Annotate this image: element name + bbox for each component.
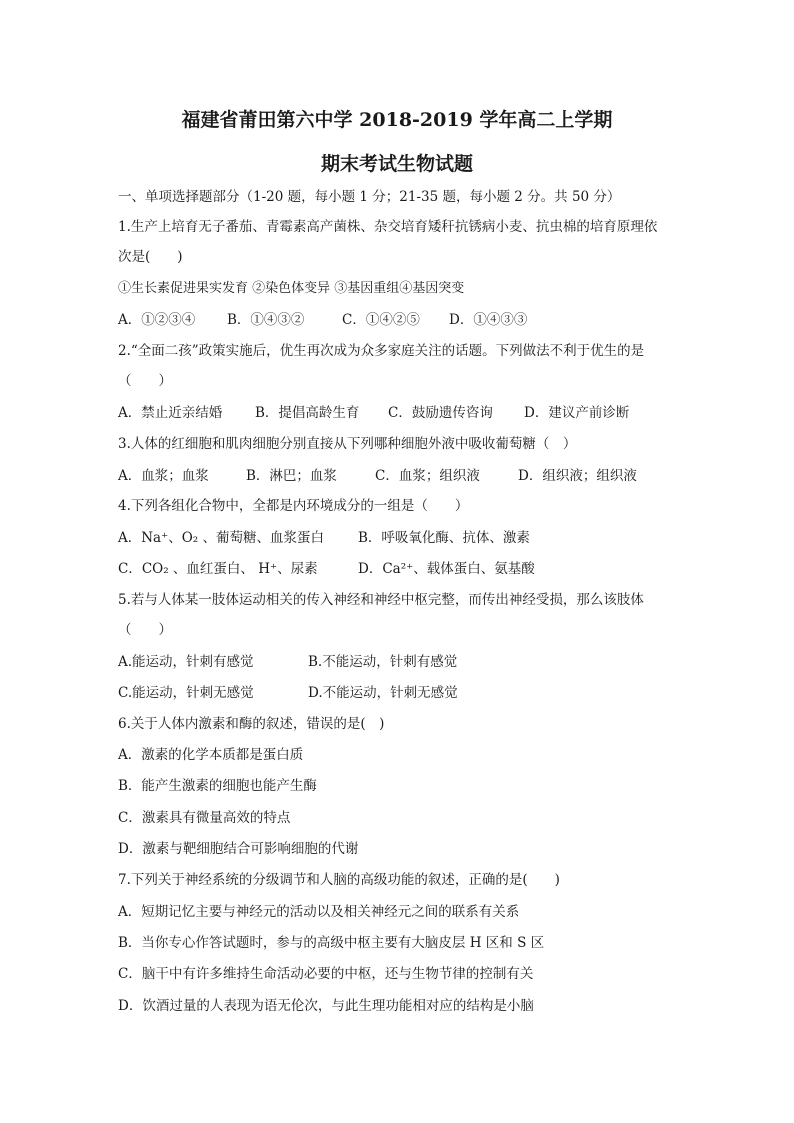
- q1-facts: ①生长素促进果实发育 ②染色体变异 ③基因重组④基因突变: [118, 281, 465, 296]
- q3-option-c: C．血浆；组织液: [375, 468, 480, 484]
- q2-stem-line1: 2.“全面二孩”政策实施后，优生再次成为众多家庭关注的话题。下列做法不利于优生的是: [118, 343, 645, 359]
- q1-option-a: A．①②③④: [118, 312, 196, 328]
- q5-option-c: C.能运动，针刺无感觉: [118, 685, 254, 701]
- q1-option-c: C．①④②⑤: [342, 312, 420, 328]
- q1-stem-line2: 次是( ): [118, 249, 183, 265]
- q7-option-a: A．短期记忆主要与神经元的活动以及相关神经元之间的联系有关系: [118, 904, 520, 920]
- q3-option-a: A．血浆；血浆: [118, 468, 209, 484]
- q2-stem-line2: （ ）: [118, 373, 172, 389]
- q3-option-d: D．组织液；组织液: [518, 468, 637, 484]
- q1-option-b: B．①④③②: [227, 312, 305, 328]
- q4-option-c: C．CO₂ 、血红蛋白、 H⁺、尿素: [118, 561, 318, 577]
- q1-option-d: D．①④③③: [449, 312, 528, 328]
- q7-option-c: C．脑干中有许多维持生命活动必要的中枢，还与生物节律的控制有关: [118, 966, 534, 982]
- q5-option-a: A.能运动，针刺有感觉: [118, 654, 254, 670]
- q5-option-b: B.不能运动，针刺有感觉: [308, 654, 458, 670]
- q5-stem-line2: （ ）: [118, 622, 172, 638]
- q2-option-c: C．鼓励遗传咨询: [388, 405, 493, 421]
- q2-option-d: D．建议产前诊断: [524, 405, 630, 421]
- q7-stem-line1: 7.下列关于神经系统的分级调节和人脑的高级功能的叙述，正确的是( ): [118, 872, 560, 888]
- section-heading: 一、单项选择题部分（1-20 题，每小题 1 分；21-35 题，每小题 2 分。共 50 分）: [118, 189, 621, 205]
- q6-option-d: D．激素与靶细胞结合可影响细胞的代谢: [118, 841, 359, 857]
- q5-option-d: D.不能运动，针刺无感觉: [308, 685, 458, 701]
- q6-option-b: B．能产生激素的细胞也能产生酶: [118, 778, 317, 794]
- q6-stem-line1: 6.关于人体内激素和酶的叙述，错误的是( ): [118, 716, 385, 732]
- q2-option-a: A．禁止近亲结婚: [118, 405, 223, 421]
- q6-option-a: A．激素的化学本质都是蛋白质: [118, 747, 304, 763]
- q4-option-d: D．Ca²⁺、载体蛋白、氨基酸: [358, 561, 535, 577]
- q4-stem-line1: 4.下列各组化合物中，全都是内环境成分的一组是（ ）: [118, 498, 469, 514]
- exam-title-line1: 福建省莆田第六中学 2018-2019 学年高二上学期: [181, 109, 613, 131]
- q6-option-c: C．激素具有微量高效的特点: [118, 810, 291, 826]
- exam-title-line2: 期末考试生物试题: [320, 153, 473, 175]
- q1-stem-line1: 1.生产上培育无子番茄、青霉素高产菌株、杂交培育矮秆抗锈病小麦、抗虫棉的培育原理依: [118, 219, 658, 235]
- q5-stem-line1: 5.若与人体某一肢体运动相关的传入神经和神经中枢完整，而传出神经受损，那么该肢体: [118, 592, 644, 608]
- q7-option-b: B．当你专心作答试题时，参与的高级中枢主要有大脑皮层 H 区和 S 区: [118, 935, 545, 951]
- q4-option-a: A．Na⁺、O₂ 、葡萄糖、血浆蛋白: [118, 530, 325, 546]
- q2-option-b: B．提倡高龄生育: [255, 405, 360, 421]
- q4-option-b: B．呼吸氧化酶、抗体、激素: [358, 530, 530, 546]
- q7-option-d: D．饮酒过量的人表现为语无伦次，与此生理功能相对应的结构是小脑: [118, 998, 534, 1014]
- q3-option-b: B．淋巴；血浆: [246, 468, 337, 484]
- q3-stem-line1: 3.人体的红细胞和肌肉细胞分别直接从下列哪种细胞外液中吸收葡萄糖（ ）: [118, 436, 577, 452]
